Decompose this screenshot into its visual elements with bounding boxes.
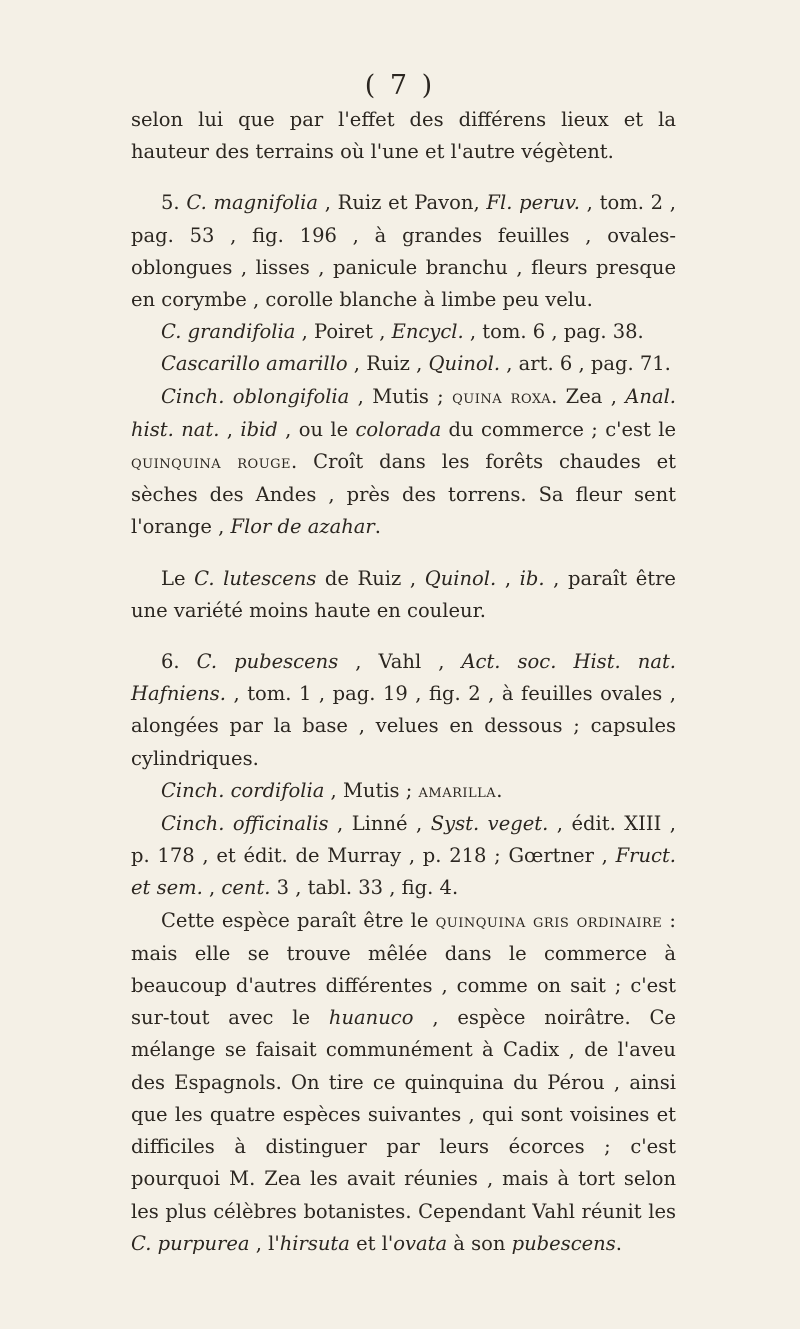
species-name: C. lutescens — [194, 566, 317, 590]
text-run: , Poiret , — [295, 320, 392, 344]
text-run: , tom. 1 , pag. 19 , fig. 2 , à feuilles ovales , alongées par la base , velues en dessous ; capsules cylindriques. — [131, 682, 676, 770]
common-name: colorada — [355, 417, 442, 441]
text-run: selon lui que par l'effet des différens lieux et la hauteur des terrains où l'une et l'autre végètent. — [131, 108, 676, 164]
text-run: , Vahl , — [338, 650, 462, 674]
species-name: C. purpurea — [131, 1231, 250, 1255]
common-name: Flor de azahar — [230, 515, 375, 539]
text-run: , Mutis ; — [349, 384, 453, 408]
paragraph-species-6 — [131, 646, 676, 775]
text-run: . — [615, 1231, 622, 1255]
citation: ibid — [240, 417, 278, 441]
text-run: Le — [161, 566, 195, 590]
species-name: ovata — [393, 1231, 448, 1255]
citation: Act. soc. Hist. nat. Hafniens. — [131, 650, 676, 706]
text-run: , — [496, 566, 520, 590]
species-name: hirsuta — [279, 1231, 350, 1255]
citation: Encycl. — [391, 320, 464, 344]
citation: ib. — [519, 566, 545, 590]
species-name: pubescens — [511, 1231, 616, 1255]
species-name: C. grandifolia — [161, 320, 296, 344]
text-run: , tom. 6 , pag. 38. — [463, 320, 644, 344]
text-run: : mais elle se trouve mêlée dans le commerce à beaucoup d'autres différentes , comme on sait ; c'est sur-tout avec le — [131, 908, 676, 1030]
text-run: 6. — [161, 650, 197, 674]
text-run: , édit. XIII , p. 178 , et édit. de Murray , p. 218 ; Gœrtner , — [131, 812, 676, 868]
text-run: de Ruiz , — [316, 566, 425, 590]
text-run: du commerce ; c'est le — [441, 417, 676, 441]
text-run: , Ruiz , — [347, 352, 429, 376]
text-run: et l' — [349, 1231, 394, 1255]
citation: Fruct. et sem. — [131, 844, 676, 900]
species-name: Cinch. oblongifolia — [161, 384, 350, 408]
text-run: , — [202, 876, 222, 900]
species-name: Cinch. officinalis — [161, 812, 329, 836]
citation: Quinol. — [424, 566, 497, 590]
synonym-cordifolia — [131, 775, 676, 808]
species-name: C. magnifolia — [186, 191, 318, 215]
paragraph-commentary — [131, 905, 676, 1260]
common-name: quinquina rouge — [131, 452, 292, 474]
text-run: , Ruiz et Pavon, — [317, 191, 487, 215]
common-name: quinquina gris ordinaire — [435, 910, 663, 932]
synonym-grandifolia — [131, 316, 676, 348]
text-run: , espèce noirâtre. Ce mélange se faisait communément à Cadix , de l'aveu des Espagnols. On tire ce quinquina du Pérou , ainsi que les quatre espèces suivantes , qui sont voisines et difficiles à distinguer par leurs écorces ; c'est pourquoi M. Zea les avait réunies , mais à tort selon les plus célèbres botanistes. Cependant Vahl réunit les — [131, 1006, 676, 1223]
synonym-cascarillo — [131, 348, 676, 380]
paragraph-species-5 — [131, 187, 676, 316]
common-name: amarilla — [418, 780, 497, 802]
text-run: , — [219, 417, 241, 441]
synonym-oblongifolia — [131, 381, 676, 544]
text-run: à son — [447, 1231, 512, 1255]
species-name: C. pubescens — [196, 650, 339, 674]
synonym-officinalis — [131, 808, 676, 905]
common-name: quina roxa — [452, 386, 552, 408]
citation: Fl. peruv. — [486, 191, 580, 215]
text-run: . — [374, 515, 381, 539]
citation: Syst. veget. — [430, 812, 549, 836]
text-run: Cette espèce paraît être le — [161, 908, 436, 932]
text-run: . Croît dans les forêts chaudes et sèches des Andes , près des torrens. Sa fleur sent l'orange , — [131, 450, 676, 539]
paragraph-lutescens — [131, 563, 676, 627]
paragraph-continuation — [131, 104, 676, 168]
common-name: huanuco — [328, 1006, 414, 1030]
text-run: . Zea , — [551, 384, 626, 408]
citation: Anal. hist. nat. — [131, 384, 676, 441]
citation: cent. — [221, 876, 271, 900]
text-run: , art. 6 , pag. 71. — [500, 352, 671, 376]
page-number: ( 7 ) — [364, 70, 436, 101]
text-run: . — [496, 778, 503, 802]
text-run: 5. — [161, 191, 187, 215]
text-run: , Mutis ; — [324, 778, 419, 802]
body-text — [131, 104, 676, 1260]
text-run: , Linné , — [328, 812, 431, 836]
species-name: Cascarillo amarillo — [161, 352, 348, 376]
species-name: Cinch. cordifolia — [161, 778, 325, 802]
text-run: , ou le — [277, 417, 356, 441]
text-run: , paraît être une variété moins haute en couleur. — [131, 566, 676, 622]
citation: Quinol. — [428, 352, 501, 376]
text-run: , l' — [249, 1231, 280, 1255]
text-run: , tom. 2 , pag. 53 , fig. 196 , à grandes feuilles , ovales-oblongues , lisses , panicule branchu , fleurs presque en corymbe , corolle blanche à limbe peu velu. — [131, 191, 676, 312]
text-run: 3 , tabl. 33 , fig. 4. — [270, 876, 459, 900]
